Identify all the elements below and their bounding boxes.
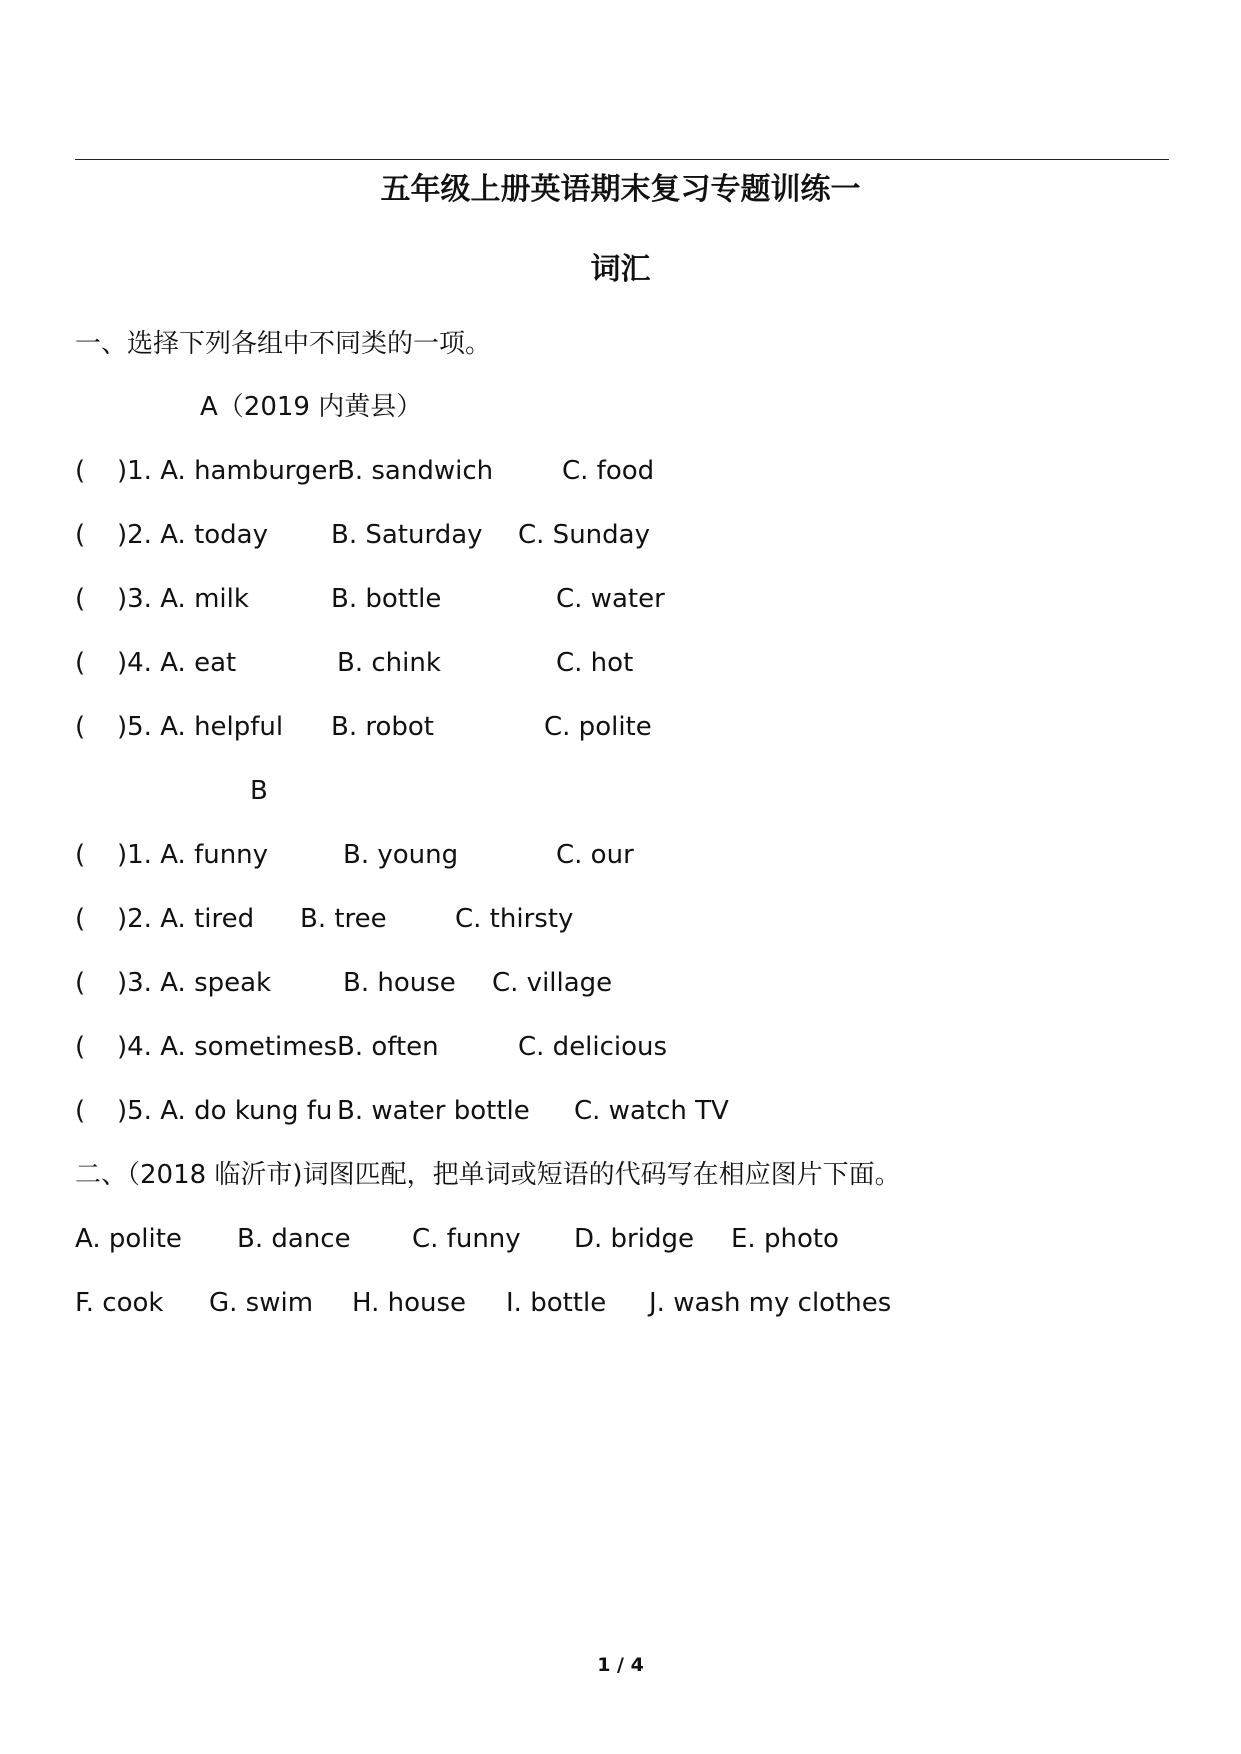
question-row <box>75 582 1075 616</box>
question-row <box>75 454 1075 488</box>
question-option-c: C. food <box>562 456 655 486</box>
question-row <box>75 838 1075 872</box>
word-bank-item: J. wash my clothes <box>649 1288 892 1318</box>
question-option-a: )5. A. helpful <box>117 712 284 742</box>
word-bank-item: D. bridge <box>574 1224 694 1254</box>
answer-paren: ( <box>75 968 86 998</box>
answer-paren: ( <box>75 1032 86 1062</box>
word-bank-item: H. house <box>352 1288 467 1318</box>
word-bank-item: A. polite <box>75 1224 182 1254</box>
question-option-b: B. bottle <box>331 584 442 614</box>
question-option-a: )1. A. hamburger <box>117 456 339 486</box>
question-option-a: )5. A. do kung fu <box>117 1096 333 1126</box>
question-option-b: B. young <box>343 840 459 870</box>
section1-heading: 一、选择下列各组中不同类的一项。 <box>75 329 492 359</box>
question-option-c: C. delicious <box>518 1032 668 1062</box>
answer-paren: ( <box>75 904 86 934</box>
question-option-c: C. polite <box>544 712 652 742</box>
page-number: 1 / 4 <box>597 1654 644 1676</box>
question-row <box>75 902 1075 936</box>
question-option-c: C. watch TV <box>574 1096 729 1126</box>
question-option-c: C. our <box>556 840 634 870</box>
group-a-label: A（2019 内黄县） <box>200 392 423 422</box>
question-option-b: B. robot <box>331 712 434 742</box>
word-bank-item: B. dance <box>237 1224 351 1254</box>
question-option-b: B. chink <box>337 648 441 678</box>
question-option-b: B. often <box>337 1032 439 1062</box>
question-row <box>75 966 1075 1000</box>
question-row <box>75 1030 1075 1064</box>
answer-paren: ( <box>75 584 86 614</box>
question-option-a: )4. A. eat <box>117 648 237 678</box>
question-option-b: B. tree <box>300 904 387 934</box>
question-option-b: B. water bottle <box>337 1096 530 1126</box>
word-bank-item: F. cook <box>75 1288 164 1318</box>
question-row <box>75 1094 1075 1128</box>
answer-paren: ( <box>75 456 86 486</box>
answer-paren: ( <box>75 712 86 742</box>
question-option-b: B. Saturday <box>331 520 483 550</box>
question-option-c: C. hot <box>556 648 634 678</box>
question-option-c: C. thirsty <box>455 904 574 934</box>
question-option-a: )1. A. funny <box>117 840 269 870</box>
question-option-b: B. sandwich <box>337 456 494 486</box>
question-option-c: C. Sunday <box>518 520 650 550</box>
question-option-a: )2. A. tired <box>117 904 255 934</box>
question-option-b: B. house <box>343 968 456 998</box>
word-bank-item: G. swim <box>209 1288 314 1318</box>
question-option-a: )4. A. sometimes <box>117 1032 338 1062</box>
answer-paren: ( <box>75 520 86 550</box>
question-option-a: )2. A. today <box>117 520 268 550</box>
answer-paren: ( <box>75 1096 86 1126</box>
header-rule <box>75 159 1169 160</box>
group-b-label: B <box>250 776 268 806</box>
word-bank-row <box>75 1222 1075 1256</box>
question-row <box>75 710 1075 744</box>
answer-paren: ( <box>75 840 86 870</box>
word-bank-row <box>75 1286 1075 1320</box>
question-option-c: C. village <box>492 968 613 998</box>
word-bank-item: I. bottle <box>506 1288 607 1318</box>
section2-heading: 二、（2018 临沂市)词图匹配，把单词或短语的代码写在相应图片下面。 <box>75 1160 901 1190</box>
page-title: 五年级上册英语期末复习专题训练一 <box>380 172 861 207</box>
answer-paren: ( <box>75 648 86 678</box>
question-row <box>75 646 1075 680</box>
question-row <box>75 518 1075 552</box>
word-bank-item: C. funny <box>412 1224 521 1254</box>
word-bank-item: E. photo <box>731 1224 839 1254</box>
question-option-c: C. water <box>556 584 665 614</box>
question-option-a: )3. A. speak <box>117 968 272 998</box>
page-subtitle: 词汇 <box>590 252 651 287</box>
question-option-a: )3. A. milk <box>117 584 249 614</box>
